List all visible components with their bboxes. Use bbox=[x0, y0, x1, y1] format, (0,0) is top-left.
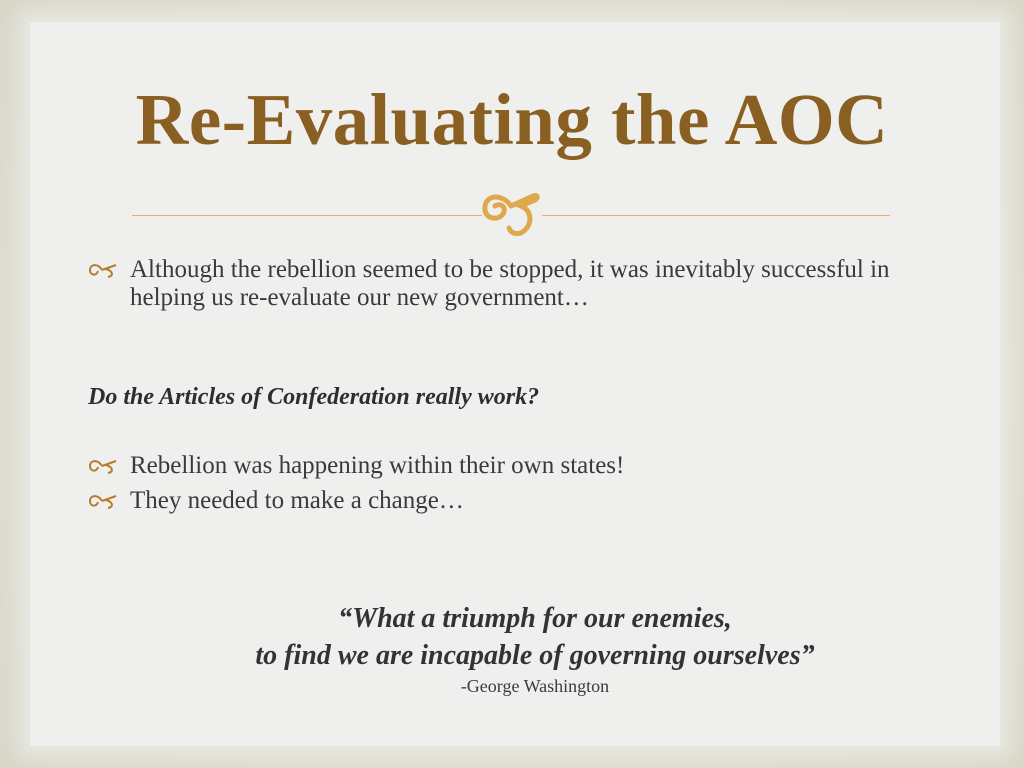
bullet-text: Rebellion was happening within their own states! bbox=[130, 452, 625, 479]
bullet-text: Although the rebellion seemed to be stopped, it was inevitably successful in helping us re-evaluate our new government… bbox=[130, 256, 890, 311]
scroll-ornament-icon bbox=[481, 188, 543, 242]
bullet-text: They needed to make a change… bbox=[130, 487, 464, 514]
curl-bullet-icon bbox=[88, 493, 120, 509]
question-heading: Do the Articles of Confederation really work? bbox=[88, 384, 540, 410]
quote-line-1: “What a triumph for our enemies, bbox=[338, 603, 732, 634]
divider-line-left bbox=[132, 215, 482, 216]
bullet-item bbox=[88, 256, 938, 312]
quote-line-2: to find we are incapable of governing ourselves” bbox=[255, 640, 815, 671]
bullet-item bbox=[88, 487, 788, 515]
curl-bullet-icon bbox=[88, 458, 120, 474]
slide-title: Re-Evaluating the AOC bbox=[135, 79, 889, 160]
bullet-item bbox=[88, 452, 788, 480]
divider-line-right bbox=[542, 215, 890, 216]
quote-attribution: -George Washington bbox=[460, 676, 610, 696]
curl-bullet-icon bbox=[88, 262, 120, 278]
